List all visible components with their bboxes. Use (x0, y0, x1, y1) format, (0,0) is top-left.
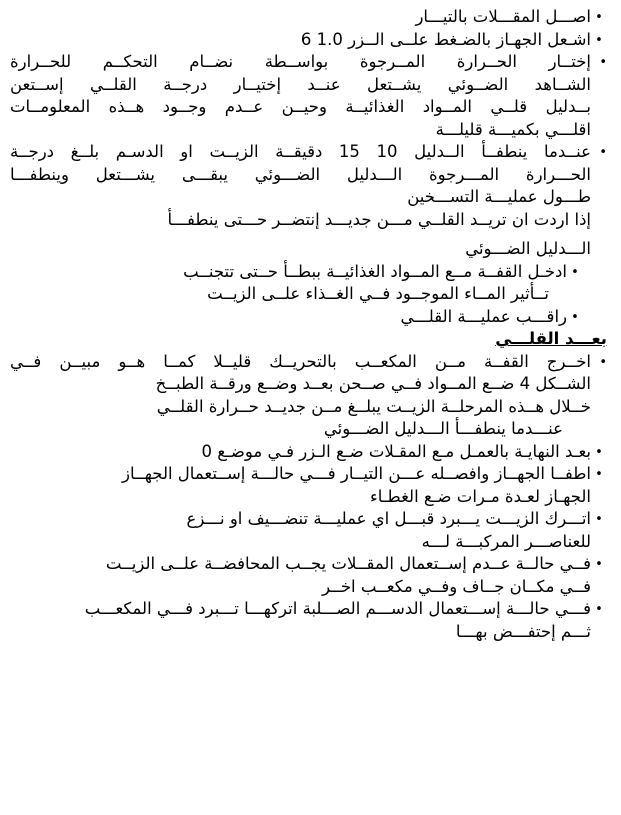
instruction-line: • إختــار الحــرارة المــرجوة بواســطة نضــام التحكــم للحــرارة (10, 51, 607, 74)
instruction-line: • اتـــرك الزيـــت يـــبرد قبـــل اي عمليـــة تنضـــيف او نـــزع (10, 508, 607, 531)
instruction-line: فــي مكــان جــاف وفــي مكعــب اخــر (322, 576, 591, 596)
instruction-line: اقلـــي بكميـــة قليلـــة (435, 119, 591, 139)
instruction-line: • اخــرج القفــة مــن المكعــب بالتحريــك قليــلا كمــا هــو مبيــن فــي (10, 351, 607, 374)
instruction-line: الشــاهد الضــوئي يشــتعل عنــد إختيــار درجــة القلــي إســتعن (10, 74, 591, 94)
instruction-line: • عنــدما ينطفــأ الــدليل 10 15 دقيقــة الزيــت او الدسـم بلــغ درجــة (10, 141, 607, 164)
instruction-line: • فـــي حالـــة إســـتعمال الدســـم الصـــلبة اتركهـــا تـــبرد فـــي المكعـــب (10, 598, 607, 621)
instruction-line: ثـــم إحتفـــض بهـــا (455, 621, 591, 641)
instruction-line: الحـــرارة المـــرجوة الـــدليل الضـــوئي يبقـــى يشـــتعل وينطفـــا (10, 164, 591, 184)
section-heading: بعـــد القلـــي (495, 329, 607, 348)
instruction-line: تــأثير المــاء الموجــود فــي الغــذاء علــى الزيــت (207, 284, 549, 303)
instruction-line: الجهـاز لعـدة مـرات ضـع الغطـاء (369, 486, 591, 506)
instruction-line: إذا اردت ان تريــد القلــي مـــن جديـــد إنتضــر حـــتى ينطفـــأ (167, 209, 591, 229)
instruction-line: عنـــدما ينطفـــأ الـــدليل الضـــوئي (323, 419, 563, 438)
instruction-line: • اشـعل الجهـاز بالضـغط علــى الــزر 1.0 6 (10, 29, 607, 52)
instruction-line: بــدليل قلــي المــواد الغذائيــة وحيــن عــدم وجــود هــذه المعلومــات (10, 97, 591, 116)
instruction-line: • فــي حالــة عــدم إســتعمال المقــلات يجــب المحافضــة علــى الزيــت (10, 553, 607, 576)
instruction-line: • اصـــل المقـــلات بالتيـــار (10, 6, 607, 29)
instruction-line: خــلال هــذه المرحلــة الزيــت يبلــغ مــن جديــد حــرارة القلــي (156, 396, 591, 416)
instruction-line: الـــدليل الضـــوئي (465, 239, 591, 258)
instruction-line: • بعـد النهايـة بالعمـل مـع المقـلات ضـع الـزر فـي موضـع 0 (10, 441, 607, 464)
instruction-line: طـــول عمليـــة التســـخين (407, 187, 591, 206)
instruction-line: للعناصـــر المركبـــة لـــه (421, 531, 591, 551)
instruction-line: • اطفــا الجهــاز وافصــله عـــن التيــار فـــي حالـــة إســتعمال الجهــاز (10, 463, 607, 486)
instruction-line: • ادخـل القفــة مــع المــواد الغذائيــة ببطــأ حــتى تتجنــب (10, 261, 607, 284)
instruction-line: • راقـــب عمليـــة القلـــي (10, 306, 607, 329)
instruction-line: الشــكل 4 ضــع المــواد فــي صــحن بعــد وضــع ورقــة الطبــخ (155, 374, 591, 393)
